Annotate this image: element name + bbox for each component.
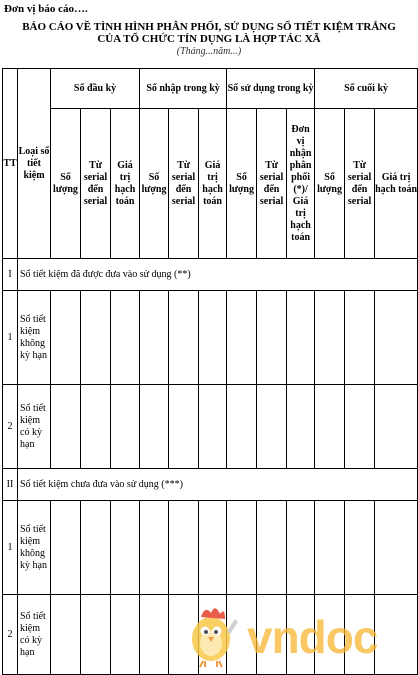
- cell: [199, 385, 227, 469]
- cell: [345, 291, 375, 385]
- row-label: Sổ tiết kiệm có kỳ hạn: [18, 385, 51, 469]
- cell: [375, 291, 418, 385]
- table-row: [3, 291, 418, 385]
- cell: [227, 501, 257, 595]
- group-header-received: Số nhập trong kỳ: [140, 69, 227, 109]
- cell: [257, 385, 287, 469]
- table-row: [3, 501, 418, 595]
- cell: [111, 501, 140, 595]
- cell: [199, 291, 227, 385]
- cell: [375, 501, 418, 595]
- row-number: 1: [3, 501, 18, 595]
- row-label: Sổ tiết kiệm không kỳ hạn: [18, 291, 51, 385]
- section-label: Sổ tiết kiệm chưa đưa vào sử dụng (***): [18, 469, 418, 501]
- cell: [257, 501, 287, 595]
- sub-header-quantity: Số lượng: [315, 109, 345, 259]
- group-header-opening: Số đầu kỳ: [51, 69, 140, 109]
- section-number: I: [3, 259, 18, 291]
- col-header-tt: TT: [3, 69, 18, 259]
- section-row: [3, 469, 418, 501]
- row-number: 1: [3, 291, 18, 385]
- cell: [169, 291, 199, 385]
- cell: [81, 385, 111, 469]
- section-row: [3, 259, 418, 291]
- sub-header-serial: Từ serial đến serial: [345, 109, 375, 259]
- sub-header-serial: Từ serial đến serial: [257, 109, 287, 259]
- row-label: Sổ tiết kiệm không kỳ hạn: [18, 501, 51, 595]
- cell: [169, 385, 199, 469]
- cell: [345, 501, 375, 595]
- cell: [345, 385, 375, 469]
- cell: [169, 501, 199, 595]
- svg-text:vndoc: vndoc: [247, 611, 378, 663]
- report-title-line2: CỦA TỔ CHỨC TÍN DỤNG LÀ HỢP TÁC XÃ: [97, 33, 321, 45]
- cell: [287, 385, 315, 469]
- cell: [81, 595, 111, 675]
- sub-header-quantity: Số lượng: [51, 109, 81, 259]
- cell: [81, 291, 111, 385]
- cell: [51, 595, 81, 675]
- cell: [257, 291, 287, 385]
- reporting-unit-label: Đơn vị báo cáo….: [4, 3, 88, 15]
- sub-header-value: Giá trị hạch toán: [375, 109, 418, 259]
- cell: [315, 501, 345, 595]
- cell: [140, 291, 169, 385]
- cell: [140, 385, 169, 469]
- cell: [111, 385, 140, 469]
- sub-header-value: Giá trị hạch toán: [199, 109, 227, 259]
- col-header-book-type: Loại sổ tiết kiệm: [18, 69, 51, 259]
- report-title: BÁO CÁO VỀ TÌNH HÌNH PHÂN PHỐI, SỬ DỤNG SỔ TIẾT KIỆM TRẮNG: [22, 21, 396, 33]
- cell: [287, 291, 315, 385]
- sub-header-serial: Từ serial đến serial: [169, 109, 199, 259]
- cell: [227, 385, 257, 469]
- row-number: 2: [3, 385, 18, 469]
- cell: [140, 595, 169, 675]
- group-header-used: Số sử dụng trong kỳ: [227, 69, 315, 109]
- cell: [227, 291, 257, 385]
- sub-header-quantity: Số lượng: [140, 109, 169, 259]
- vndoc-watermark-logo: [185, 595, 417, 670]
- sub-header-quantity: Số lượng: [227, 109, 257, 259]
- sub-header-serial: Từ serial đến serial: [81, 109, 111, 259]
- cell: [199, 501, 227, 595]
- cell: [375, 385, 418, 469]
- row-number: 2: [3, 595, 18, 675]
- row-label: Sổ tiết kiệm có kỳ hạn: [18, 595, 51, 675]
- cell: [51, 291, 81, 385]
- cell: [51, 385, 81, 469]
- cell: [111, 595, 140, 675]
- section-label: Sổ tiết kiệm đã được đưa vào sử dụng (**): [18, 259, 418, 291]
- cell: [315, 291, 345, 385]
- cell: [287, 501, 315, 595]
- report-period: (Tháng...năm...): [176, 46, 242, 57]
- cell: [81, 501, 111, 595]
- cell: [111, 291, 140, 385]
- cell: [51, 501, 81, 595]
- sub-header-distribution-unit: Đơn vị nhận phân phối (*)/ Giá trị hạch toán: [287, 109, 315, 259]
- cell: [315, 385, 345, 469]
- cell: [140, 501, 169, 595]
- group-header-closing: Số cuối kỳ: [315, 69, 418, 109]
- section-number: II: [3, 469, 18, 501]
- table-row: [3, 385, 418, 469]
- report-table: [2, 68, 418, 675]
- sub-header-value: Giá trị hạch toán: [111, 109, 140, 259]
